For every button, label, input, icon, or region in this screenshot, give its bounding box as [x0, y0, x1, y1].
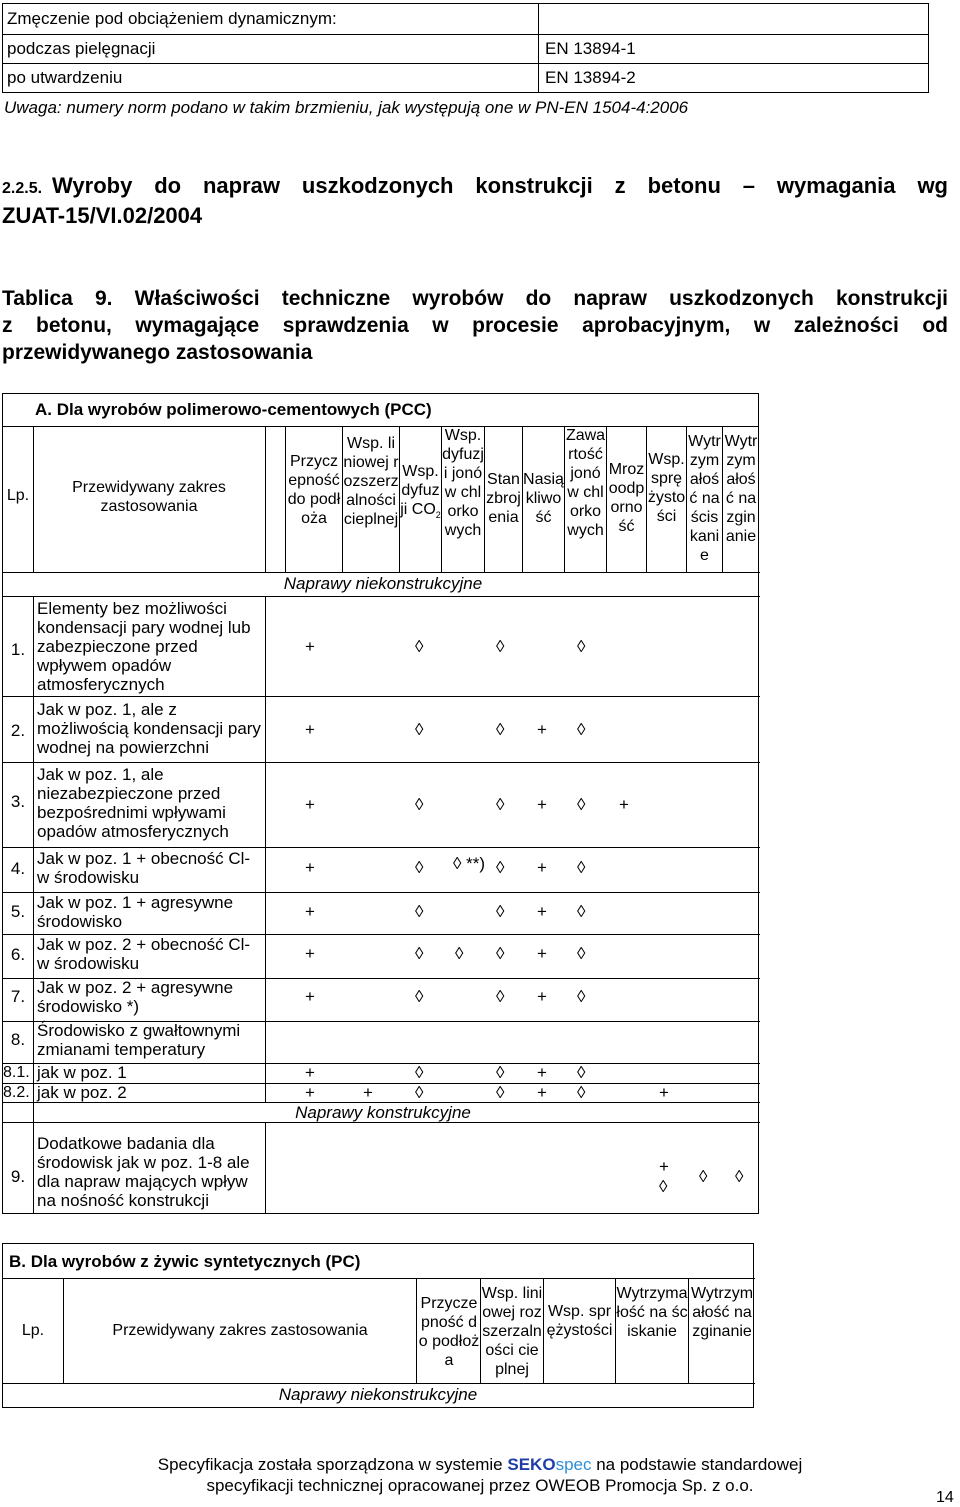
mark-plus: +	[305, 858, 315, 877]
table-a	[2, 426, 759, 1214]
mark-plus: +	[537, 1063, 547, 1082]
section-title-line2: ZUAT-15/VI.02/2004	[2, 203, 203, 228]
row-scope: Jak w poz. 1, ale niezabezpieczone przed bezpośrednimi wpływami opadów atmosferycznych	[37, 765, 229, 841]
mark-diamond: ◊	[415, 902, 424, 921]
norm-row-value: EN 13894-1	[539, 35, 929, 64]
header-adhesion: Przyczepność do podłoża	[418, 1295, 480, 1369]
row-scope: Jak w poz. 1 + obecność Cl- w środowisku	[37, 849, 251, 887]
header-chloride-diffusion: Wsp. dyfuzji jonów chlorkowych	[442, 427, 484, 539]
mark-plus: +	[537, 944, 547, 963]
row-scope: Jak w poz. 2 + agresywne środowisko *)	[37, 978, 234, 1016]
section-number: 2.2.5.	[2, 180, 43, 197]
header-flexural-strength: Wytrzymałość na zginanie	[690, 1285, 754, 1340]
header-scope: Przewidywany zakres zastosowania	[72, 479, 226, 515]
row-lp: 4.	[10, 859, 26, 878]
mark-diamond: ◊	[455, 944, 464, 963]
row-scope: Jak w poz. 1, ale z możliwością kondensacji pary wodnej na powierzchni	[37, 700, 261, 757]
mark-diamond: ◊	[415, 720, 424, 739]
table-b-title: B. Dla wyrobów z żywic syntetycznych (PC)	[9, 1252, 361, 1271]
mark-diamond: ◊	[577, 902, 586, 921]
table-a-title: A. Dla wyrobów polimerowo-cementowych (PCC)	[35, 400, 432, 419]
mark-plus: +	[619, 795, 629, 814]
mark-diamond: ◊	[415, 795, 424, 814]
section-title-line1: Wyroby do napraw uszkodzonych konstrukcji z betonu – wymagania wg	[52, 173, 948, 198]
row-lp: 5.	[10, 902, 26, 921]
mark-diamond: ◊	[496, 987, 505, 1006]
row-scope: jak w poz. 2	[37, 1083, 127, 1102]
sekospec-logo: SEKOspec	[507, 1455, 592, 1474]
mark-diamond: ◊	[496, 902, 505, 921]
mark-diamond: ◊	[496, 858, 505, 877]
row-lp: 3.	[10, 792, 26, 811]
footer-line1: Specyfikacja została sporządzona w systemie SEKOspec na podstawie standardowej	[157, 1455, 803, 1474]
group-structural: Naprawy konstrukcyjne	[295, 1103, 471, 1122]
mark-diamond: ◊	[735, 1167, 744, 1186]
mark-diamond: ◊	[415, 1083, 424, 1102]
header-compressive-strength: Wytrzymałość na ściskanie	[688, 433, 721, 564]
mark-diamond: ◊	[415, 1063, 424, 1082]
mark-plus: +	[305, 720, 315, 739]
mark-plus: +	[537, 902, 547, 921]
row-lp: 8.2.	[3, 1084, 30, 1101]
mark-diamond: ◊	[659, 1177, 668, 1196]
norms-note: Uwaga: numery norm podano w takim brzmieniu, jak występują one w PN-EN 1504-4:2006	[4, 98, 689, 117]
caption-line3: przewidywanego zastosowania	[2, 341, 313, 364]
header-co2-diffusion: Wsp. dyfuzji $CO_2$	[400, 463, 441, 521]
mark-diamond: ◊	[577, 720, 586, 739]
row-lp: 2.	[10, 721, 26, 740]
mark-plus: +	[363, 1083, 373, 1102]
mark-plus: +	[305, 637, 315, 656]
norms-table	[2, 3, 929, 93]
row-lp: 8.	[10, 1030, 26, 1049]
row-lp: 8.1.	[3, 1064, 30, 1081]
mark-diamond: ◊	[577, 1063, 586, 1082]
row-lp: 7.	[10, 987, 26, 1006]
header-adhesion: Przyczepność do podłoża	[287, 453, 341, 527]
caption-line1: Tablica 9. Właściwości techniczne wyrobów do napraw uszkodzonych konstrukcji	[2, 287, 948, 310]
page-number: 14	[936, 1489, 954, 1506]
mark-plus: +	[659, 1157, 669, 1176]
norm-row-label: podczas pielęgnacji	[3, 35, 539, 64]
header-thermal-expansion: Wsp. liniowej rozszerzalności cieplnej	[481, 1285, 543, 1378]
row-scope: Jak w poz. 1 + agresywne środowisko	[37, 893, 234, 931]
row-scope: Jak w poz. 2 + obecność Cl- w środowisku	[37, 935, 251, 973]
mark-diamond: ◊	[496, 637, 505, 656]
header-elasticity: Wsp. sprężystości	[647, 451, 686, 525]
mark-diamond: ◊	[415, 987, 424, 1006]
mark-diamond: ◊	[577, 637, 586, 656]
mark-plus: +	[305, 1063, 315, 1082]
mark-diamond: ◊	[496, 720, 505, 739]
norm-row-label: Zmęczenie pod obciążeniem dynamicznym:	[3, 4, 539, 35]
mark-plus: +	[305, 902, 315, 921]
mark-plus: +	[537, 720, 547, 739]
header-lp: Lp.	[6, 487, 30, 504]
row-lp: 6.	[10, 945, 26, 964]
table-caption	[2, 285, 948, 366]
mark-diamond: ◊	[577, 987, 586, 1006]
row-lp: 9.	[10, 1167, 26, 1186]
section-heading	[2, 173, 948, 229]
mark-diamond: ◊	[577, 858, 586, 877]
row-scope: Dodatkowe badania dla środowisk jak w poz. 1-8 ale dla napraw mających wpływ na nośność konstrukcji	[37, 1134, 250, 1210]
header-thermal-expansion: Wsp. liniowej rozszerzalności cieplnej	[343, 435, 399, 528]
mark-plus: +	[305, 795, 315, 814]
mark-plus: +	[305, 1083, 315, 1102]
mark-diamond: ◊	[496, 795, 505, 814]
mark-diamond: ◊	[415, 637, 424, 656]
header-reinforcement-state: Stan zbrojenia	[486, 471, 521, 526]
mark-diamond: ◊	[577, 944, 586, 963]
mark-diamond: ◊	[496, 1083, 505, 1102]
footer-line2: specyfikacji technicznej opracowanej przez OWEOB Promocja Sp. z o.o.	[206, 1476, 754, 1495]
mark-diamond: ◊	[496, 1063, 505, 1082]
mark-diamond: ◊	[415, 858, 424, 877]
mark-diamond-note: ◊ **)	[453, 854, 486, 873]
norm-row-value	[539, 4, 929, 35]
table-a-title-box	[2, 393, 759, 427]
header-scope: Przewidywany zakres zastosowania	[112, 1322, 368, 1339]
row-scope: Elementy bez możliwości kondensacji pary wodnej lub zabezpieczone przed wpływem opadów atmosferycznych	[37, 599, 251, 694]
mark-diamond: ◊	[415, 944, 424, 963]
header-chloride-content: Zawartość jonów chlorkowych	[565, 427, 606, 539]
group-nonstructural: Naprawy niekonstrukcyjne	[278, 1385, 478, 1404]
header-frost-resistance: Mrozoodporność	[608, 461, 645, 535]
header-lp: Lp.	[21, 1322, 45, 1339]
mark-plus: +	[305, 987, 315, 1006]
mark-plus: +	[305, 944, 315, 963]
mark-diamond: ◊	[699, 1167, 708, 1186]
group-nonstructural: Naprawy niekonstrukcyjne	[283, 574, 483, 593]
mark-diamond: ◊	[496, 944, 505, 963]
norm-row-value: EN 13894-2	[539, 64, 929, 93]
row-lp: 1.	[10, 640, 26, 659]
mark-diamond: ◊	[577, 1083, 586, 1102]
header-elasticity: Wsp. sprężystości	[546, 1303, 613, 1339]
header-compressive-strength: Wytrzymałość na ściskanie	[616, 1285, 688, 1340]
norm-row-label: po utwardzeniu	[3, 64, 539, 93]
table-b	[2, 1243, 754, 1408]
mark-plus: +	[537, 987, 547, 1006]
mark-plus: +	[537, 1083, 547, 1102]
header-flexural-strength: Wytrzymałość na zginanie	[724, 433, 758, 545]
mark-diamond: ◊	[577, 795, 586, 814]
header-absorption: Nasiąkliwość	[523, 471, 564, 526]
mark-plus: +	[537, 795, 547, 814]
mark-plus: +	[659, 1083, 669, 1102]
mark-plus: +	[537, 858, 547, 877]
row-scope: Środowisko z gwałtownymi zmianami temperatury	[37, 1021, 241, 1059]
row-scope: jak w poz. 1	[37, 1063, 127, 1082]
caption-line2: z betonu, wymagające sprawdzenia w procesie aprobacyjnym, w zależności od	[2, 314, 948, 337]
